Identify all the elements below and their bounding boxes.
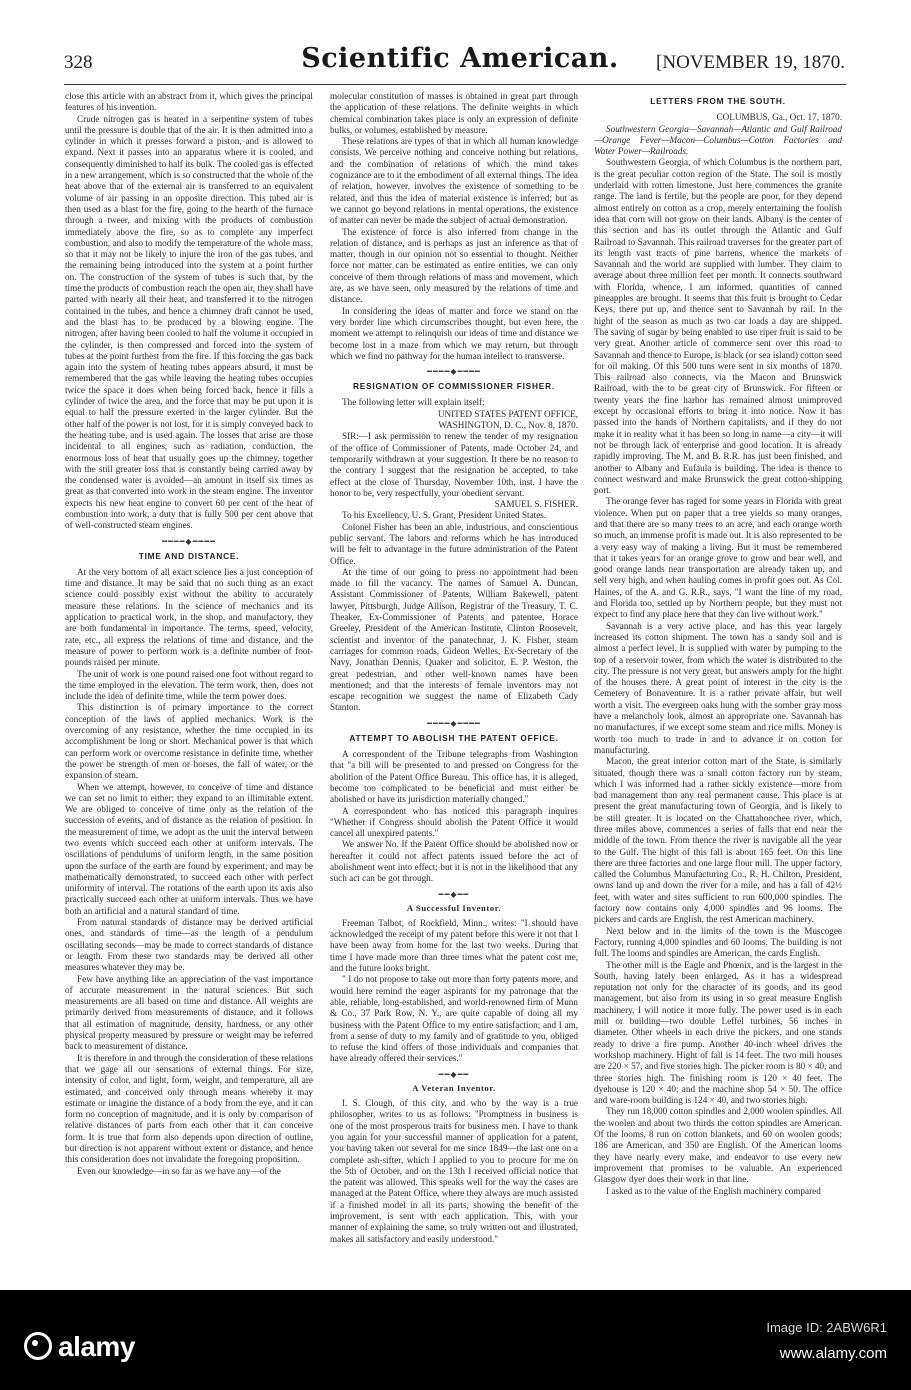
paragraph: Even our knowledge—in so far as we have any—of the — [77, 1165, 281, 1176]
paragraph: Few have anything like an appreciation of the vast importance of accurate measurement in the natural sciences. But such measurements are all based on time and distance. All weights are primarily derived from measurements of distance, and it follows that all estimation of magnitude, density, hardness, or any other physical property measured by pressure or weight may be referred back to measurement of distance. — [65, 973, 313, 1052]
heading-abolish-patent-office: ATTEMPT TO ABOLISH THE PATENT OFFICE. — [349, 732, 559, 743]
paragraph: Next below and in the limits of the town is the Muscogee Factory, running 4,000 spindles and 60 looms. The building is not full. The looms and spindles are American, the cards English. — [594, 925, 842, 959]
paragraph: Crude nitrogen gas is heated in a serpentine system of tubes until the pressure is double that of the air. It is then admitted into a cylinder in which it presses forward a piston, and is allowed to expand. Next it passes into an apparatus where it is cooled, and consequently diminished to half its bulk. The cooled gas is effected in a new arrangement, which is so constructed that the whole of the heat above that of the external air is transferred to an equivalent volume of air passing in an opposite direction. This tubed air is then used as a blast for the fire, going to the hearth of the furnace through a tweer, and mixing with the products of combustion immediately above the fire, so as to complete any imperfect combustion, and also to modify the temperature of the whole mass, so that it may not be likely to injure the iron of the gas tubes, and the remaining being introduced into the system at a point further on. The construction of the system of tubes is such that, by the time the products of combustion reach the open air, they shall have parted with nearly all their heat, and transferred it to the nitrogen contained in the tubes, and hence a chimney draft cannot be used, and the blast has to be produced by a blowing engine. The nitrogen, after having been cooled to half the volume it occupied in the cylinder, is then compressed and forced into the system of tubes at the point furthest from the fire. If this forcing the gas back again into the system of heating tubes appears absurd, it must be remembered that the gas while leaving the heating tubes occupies twice the space it does when being forced back, hence it fills a cylinder of twice the area, and the force that may be put upon it is equal to half the pressure exerted in the larger cylinder. But the other half of the power is not lost, for it is simply conveyed back to the heating tube, and is used again. The losses that arise are those incidental to all engines, such as radiation, conduction, the enormous loss of heat that usually goes up the chimney, together with the still greater loss that is constantly being carried away by the condensed water is avoided—an amount in itself six times as great as that converted into work in the steam engine. The inventor expects his new heat engine to convert 60 per cent of the heat of combustion into work, a duty that is fully 500 per cent above that of well-constructed steam engines. — [65, 113, 313, 531]
paragraph: A correspondent who has noticed this paragraph inquires "Whether if Congress should abolish the Patent Office it would cancel all unexpired patents." — [330, 805, 578, 839]
paragraph: SIR:—I ask permission to renew the tender of my resignation of the office of Commissioner of Patents, made October 24, and temporarily withdrawn at your suggestion. It there be no reason to the contrary I suggest that the resignation be accepted, to take effect at the close of Thursday, November 10th, inst. I have the honor to be, very respectfully, your obedient servant. — [330, 431, 578, 498]
heading-successful-inventor: A Successful Inventor. — [406, 902, 502, 913]
stock-image-info — [766, 1315, 887, 1367]
stock-brand: alamy — [58, 1331, 135, 1362]
paragraph: We answer No. If the Patent Office should be abolished now or hereafter it could not affect patents issued before the act of abolishment went into effect; but it is not in the likelihood that any such act can be got through. — [330, 839, 578, 884]
paragraph: To his Excellency, U. S. Grant, President United States. — [342, 510, 547, 521]
paragraph: Freeman Talbot, of Rockfield, Minn., writes: "I should have acknowledged the receipt of my patent before this were it not that I have been away from home for the last two weeks. During that time I have made more than three times what the patent cost me, and the future looks bright. — [330, 917, 578, 974]
heading-veteran-inventor: A Veteran Inventor. — [412, 1082, 496, 1093]
letter-signature: SAMUEL S. FISHER. — [494, 499, 578, 510]
stock-site: www.alamy.com — [779, 1345, 887, 1362]
paragraph: At the very bottom of all exact science lies a just conception of time and distance. It may be said that no such thing as an exact science could possibly exist without the ability to accurately measure these relations. In the science of mechanics and its application to practical work, in the shop, and manufactory, they are both fundamental in importance. The terms, speed, velocity, rate, etc., all express the relations of time and distance, and the measure of power to perform work is a definite number of foot-pounds raised per minute. — [65, 566, 313, 668]
paragraph: Colonel Fisher has been an able, industrious, and conscientious public servant. The labors and reforms which he has introduced will be felt to advantage in the future administration of the Patent Office. — [330, 521, 578, 566]
paragraph: Southwestern Georgia, of which Columbus is the northern part, is the great peculiar cotton region of the State. The soil is mostly underlaid with rotten limestone. Just here commences the granite range. The land is fertile, but the people are poor, for they depend almost entirely on cotton as a crop, merely entertaining the foolish idea that corn will not grow on their lands. Albany is the center of this section and has its outlet through the Atlantic and Gulf Railroad to Savannah. This railroad traverses for the greater part of its length vast tracts of pine barrens, whence the markets of Savannah and the world are supplied with lumber. They claim to average about three million feet per month. It connects southward with Florida, whence, I am informed, quantities of canned pineapples are brought. It seems that this fruit is brought to Cedar Keys, there put up, and thence sent to Savannah by rail. In the hight of the season as much as two car loads a day are shipped. The saving of sugar by being enabled to use riper fruit is said to be very great. Another article of commerce sent over this road to Savannah and thence to Europe, is black (or sea island) cotton seed for oil making. Of this 500 tuns were sent in six months of 1870. This railroad also connects, via the Macon and Brunswick Railroad, with the to be great city of Brunswick. For fifteen or twenty years the fine harbor has remained almost unimproved except by occasional efforts to bring it into notice. Now it has passed into the hands of Northern capitalists, and if they do not make it in reality what it has been so long in name—a city—it will not be through lack of enterprise and good location. It is already rapidly improving. The M. and B. R.R. has just been finished, and another to Albany and Eufaula is building. The idea is thence to connect westward and make Brunswick the great cotton-shipping port. — [594, 157, 842, 496]
paragraph: The orange fever has raged for some years in Florida with great violence. When put on paper that a tree yields so many oranges, and that there are so many trees to an acre, and each orange worth so much, an immense profit is made out. It is also represented to be a very easy way of making a living. But it must be remembered that it takes years for an orange grove to grow and bear well, and good orange lands near transportation are already taken up, and sell very high, and when hauling comes in profit goes out. As Col. Haines, of the A. and G. R.R., says, "I want the line of my road, and Florida too, settled up by Northern people, but they must not expect to find any place here that they can live without work." — [594, 496, 842, 620]
paragraph: close this article with an abstract from it, which gives the principal features of his invention. — [65, 91, 313, 113]
paragraph: The unit of work is one pound raised one foot without regard to the time employed in the elevation. The term work, then, does not include the idea of definite time, while the term power does. — [65, 668, 313, 702]
heading-resignation-fisher: RESIGNATION OF COMMISSIONER FISHER. — [352, 381, 556, 392]
column-3 — [594, 91, 842, 1251]
paragraph: The other mill is the Eagle and Phœnix, and is the largest in the South, having lately been enlarged. As it has a widespread reputation not only for the character of its goods, and its good management, but also from its using in so great measure English machinery, I will notice it more fully. The power used is in each mill or building—two double Leffel turbines, 56 inches in diameter. Other wheels in each drive the pickers, and one stands ready to drive a fire pump. Another 40-inch wheel drives the workshop machinery. Hight of fall is 14 feet. The two mill houses are 220 × 57, and five stories high. The picker room is 80 × 40, and three stories high. The finishing room is 120 × 40 feet. The dyehouse is 120 × 40; and the machine shop 54 × 50. The office and ware-room building is 124 × 40, and two stories high. — [594, 959, 842, 1106]
column-2 — [330, 91, 578, 1251]
paragraph: Macon, the great interior cotton mart of the State, is similarly situated, though there was a small cotton factory run by steam, which I was informed had a rather sickly existence—more from bad management than any real permanent cause. This place is at present the great manufacturing town of Georgia, and is likely to be still greater. It is located on the Chattahoochee river, which, three miles above, commences a series of falls that end near the middle of the town. From thence the river is navigable all the year to the Gulf. The hight of this fall is about 165 feet. On this line there are three factories and one large flour mill. The upper factory, called the Columbus Manufacturing Co., R. H. Chilton, President, owns land up and down the river for a mile, and has a fall of 42½ feet, with water and sites sufficient to run 600,000 spindles. The factory now contains only 4,000 spindles and 96 looms. The pickers and cards are English, the rest American machinery. — [594, 756, 842, 925]
section-divider: ━━◆━━ — [438, 889, 470, 899]
letter-office: UNITED STATES PATENT OFFICE, — [437, 408, 578, 419]
paragraph: The existence of force is also inferred from change in the relation of distance, and is perhaps as just an inference as that of matter, though in our opinion not so essential to thought. Neither force nor matter can be estimated as entire entities, we can only conceive of them through relations of mass and movement, which are, as we have seen, only measured by the relations of time and distance. — [330, 226, 578, 305]
letter-date: WASHINGTON, D. C., Nov. 8, 1870. — [438, 420, 578, 431]
stock-logo — [24, 1331, 135, 1363]
paragraph: " I do not propose to take out more than forty patents more, and would here remind the eager aspirants for my patronage that the able, reliable, long-established, and world-renowned firm of Munn & Co., 37 Park Row, N. Y., are quite capable of doing all my business with the Patent Office to my entire satisfaction; and I am, from a sense of duty to my family and of gratitude to you, obliged to refuse the kind offers of those individuals and companies that have already offered their services." — [330, 974, 578, 1064]
paragraph: These relations are types of that in which all human knowledge consists. We perceive nothing and conceive nothing but relations, and the combination of relations of which the mind takes cognizance are to it the embodiment of all external things. The idea of relation, however, involves the existence of something to be related, and thus the idea of material existence is inferred; but as we cannot go beyond relations in mental operations, the existence of matter can never be made the subject of actual demonstration. — [330, 136, 578, 226]
paragraph: It is therefore in and through the consideration of these relations that we gage all our sensations of external things. For size, intensity of color, and light, form, weight, and temperature, all are estimated, and conceived only through means whereby it may estimate or imagine the distance of a body from the eye, and it can form no conception of magnitude, and it is only by comparison of relative distances of parts from each other that it can conceive form. It is true that form also depends upon direction of outline, but direction is not apparent without extent or distance, and hence this consideration does not invalidate the foregoing proposition. — [65, 1052, 313, 1165]
article-subtitle: Southwestern Georgia—Savannah—Atlantic and Gulf Railroad—Orange Fever—Macon—Columbus—Cotton Factories and Water Power—Railroads. — [594, 123, 842, 157]
paragraph: From natural standards of distance may be derived artificial ones, and standards of time—as the length of a pendulum oscillating seconds—may be made to correct standards of distance or length. From these two standards may be derived all other measures whatever they may be. — [65, 917, 313, 973]
paragraph: molecular constitution of masses is obtained in great part through the application of these relations. The definite weights in which chemical combination takes place is only an expression of definite bulks, or volumes, established by measure. — [330, 91, 578, 135]
heading-letters-from-south: LETTERS FROM THE SOUTH. — [650, 96, 786, 106]
logo-mark-icon — [24, 1332, 52, 1360]
paragraph: I. S. Clough, of this city, and who by the way is a true philosopher, writes to us as follows: "Promptness in business is one of the most prosperous traits for business men. I have to thank you again for your successful manner of application for a patent, you having taken out several for me since 1849—the last one on a complete ash-sifter, which I applied to you to procure for me on the 5th of October, and on the 13th I received official notice that the patent was allowed. This speaks well for the way the cases are managed at the Patent Office, where they always are much assisted if a finished model in all its parts, showing the benefit of the improvement, is sent with each application. This, with your manner of explaining the same, so truly written out and illustrated, makes all satisfactory and easily understood." — [330, 1098, 578, 1244]
paragraph: In considering the ideas of matter and force we stand on the very border line which circumscribes thought, but even here, the moment we attempt to relinquish our ideas of time and distance we become lost in a maze from which we may return, but through which we find no pathway for the human intellect to transverse. — [330, 305, 578, 361]
image-id: Image ID: 2ABW6R1 — [766, 1320, 887, 1335]
paragraph: When we attempt, however, to conceive of time and distance we can set no limit to either; they expand to an illimitable extent. We are obliged to conceive of time only as the relation of the succession of events, and of distance as the relation of position. In the measurement of time, we adopt as the unit the interval between two events which succeed each other at uniform intervals. The oscillations of pendulums of uniform length, in the same position upon the surface of the earth are found by experiment, and may be mathematically demonstrated, to succeed each other with perfect uniformity of interval. The rotations of the earth upon its axis also practically succeed each other at uniform intervals. Thus we have both an artificial and a natural standard of time. — [65, 781, 313, 916]
paragraph: The following letter will explain itself: — [342, 397, 485, 408]
section-divider: ━━◆━━ — [438, 1069, 470, 1079]
paragraph: This distinction is of primary importance to the correct conception of the laws of applied mechanics. Work is the overcoming of any resistance, whether the time occupied in its accomplishment be long or short. Mechanical power is that which can perform work or overcome resistance in definite time, whether the power be strength of men or horses, the fall of water, or the expansion of steam. — [65, 702, 313, 781]
paragraph: A correspondent of the Tribune telegraphs from Washington that "a bill will be presented to and pressed on Congress for the abolition of the Patent Office Bureau. This office has, it is alleged, become too complicated to be beneficial and must either be abolished or have its jurisdiction materially changed." — [330, 749, 578, 805]
issue-date: [NOVEMBER 19, 1870. — [656, 52, 845, 73]
section-divider: ━━━━◆━━━━ — [162, 536, 216, 546]
paragraph: They run 18,000 cotton spindles and 2,000 woolen spindles. All the woolen and about two thirds the cotton spindles are American. Of the looms, 8 run on cotton blankets, and 60 on woolen goods; 186 are American, and 350 are English. Of the American looms they have nearly every make, and endeavor to use every new improvement that promises to be valuable. An experienced Glasgow dyer does their work in that line. — [594, 1106, 842, 1185]
heading-time-and-distance: TIME AND DISTANCE. — [138, 550, 240, 561]
section-divider: ━━━━◆━━━━ — [427, 718, 481, 728]
paragraph: At the time of our going to press no appointment had been made to fill the vacancy. The names of Samuel A. Duncan, Assistant Commissioner of Patents, William Bakewell, patent lawyer, Pittsburgh, Judge Allison, Registrar of the Treasury, T. C. Theaker, Ex-Commissioner of Patents and patentee, Horace Greeley, President of the American Institute, Clinton Roosevelt, scientist and inventor of the panatechnar, J. K. Fisher, steam carriages for common roads, Gideon Welles, Ex-Secretary of the Navy, Jonathan Dennis, Quaker and solicitor, E. P. Weston, the great pedestrian, and other well-known names have been mentioned; and that the interests of female inventors may not escape recognition we suggest the name of Elizabeth Cady Stanton. — [330, 566, 578, 713]
paragraph: I asked as to the value of the English machinery compared — [606, 1185, 821, 1196]
page-number: 328 — [64, 52, 93, 73]
section-divider: ━━━━◆━━━━ — [427, 367, 481, 377]
masthead-title: Scientific American. — [301, 43, 619, 74]
paragraph: Savannah is a very active place, and has this year largely increased its cotton shipment. The town has a sandy soil and is almost a perfect level. It is supplied with water by pumping to the top of a reservoir tower, from which the water is distributed to the city. The pressure is not very great, but answers amply for the hight of the houses there. A great point of interest in the city is the Cemetery of Bonaventure. It is a rather private affair, but well worth a visit. The evergreen oaks hung with the somber gray moss have a melancholy look, almost an appropriate one. Savannah has no manufactures, if we except some steam and rice mills. Money is worth too much to trade in and to advance it on cotton for manufacturing. — [594, 620, 842, 755]
column-1 — [65, 91, 313, 1251]
header-rule — [64, 84, 846, 85]
dateline: COLUMBUS, Ga., Oct. 17, 1870. — [716, 112, 842, 123]
